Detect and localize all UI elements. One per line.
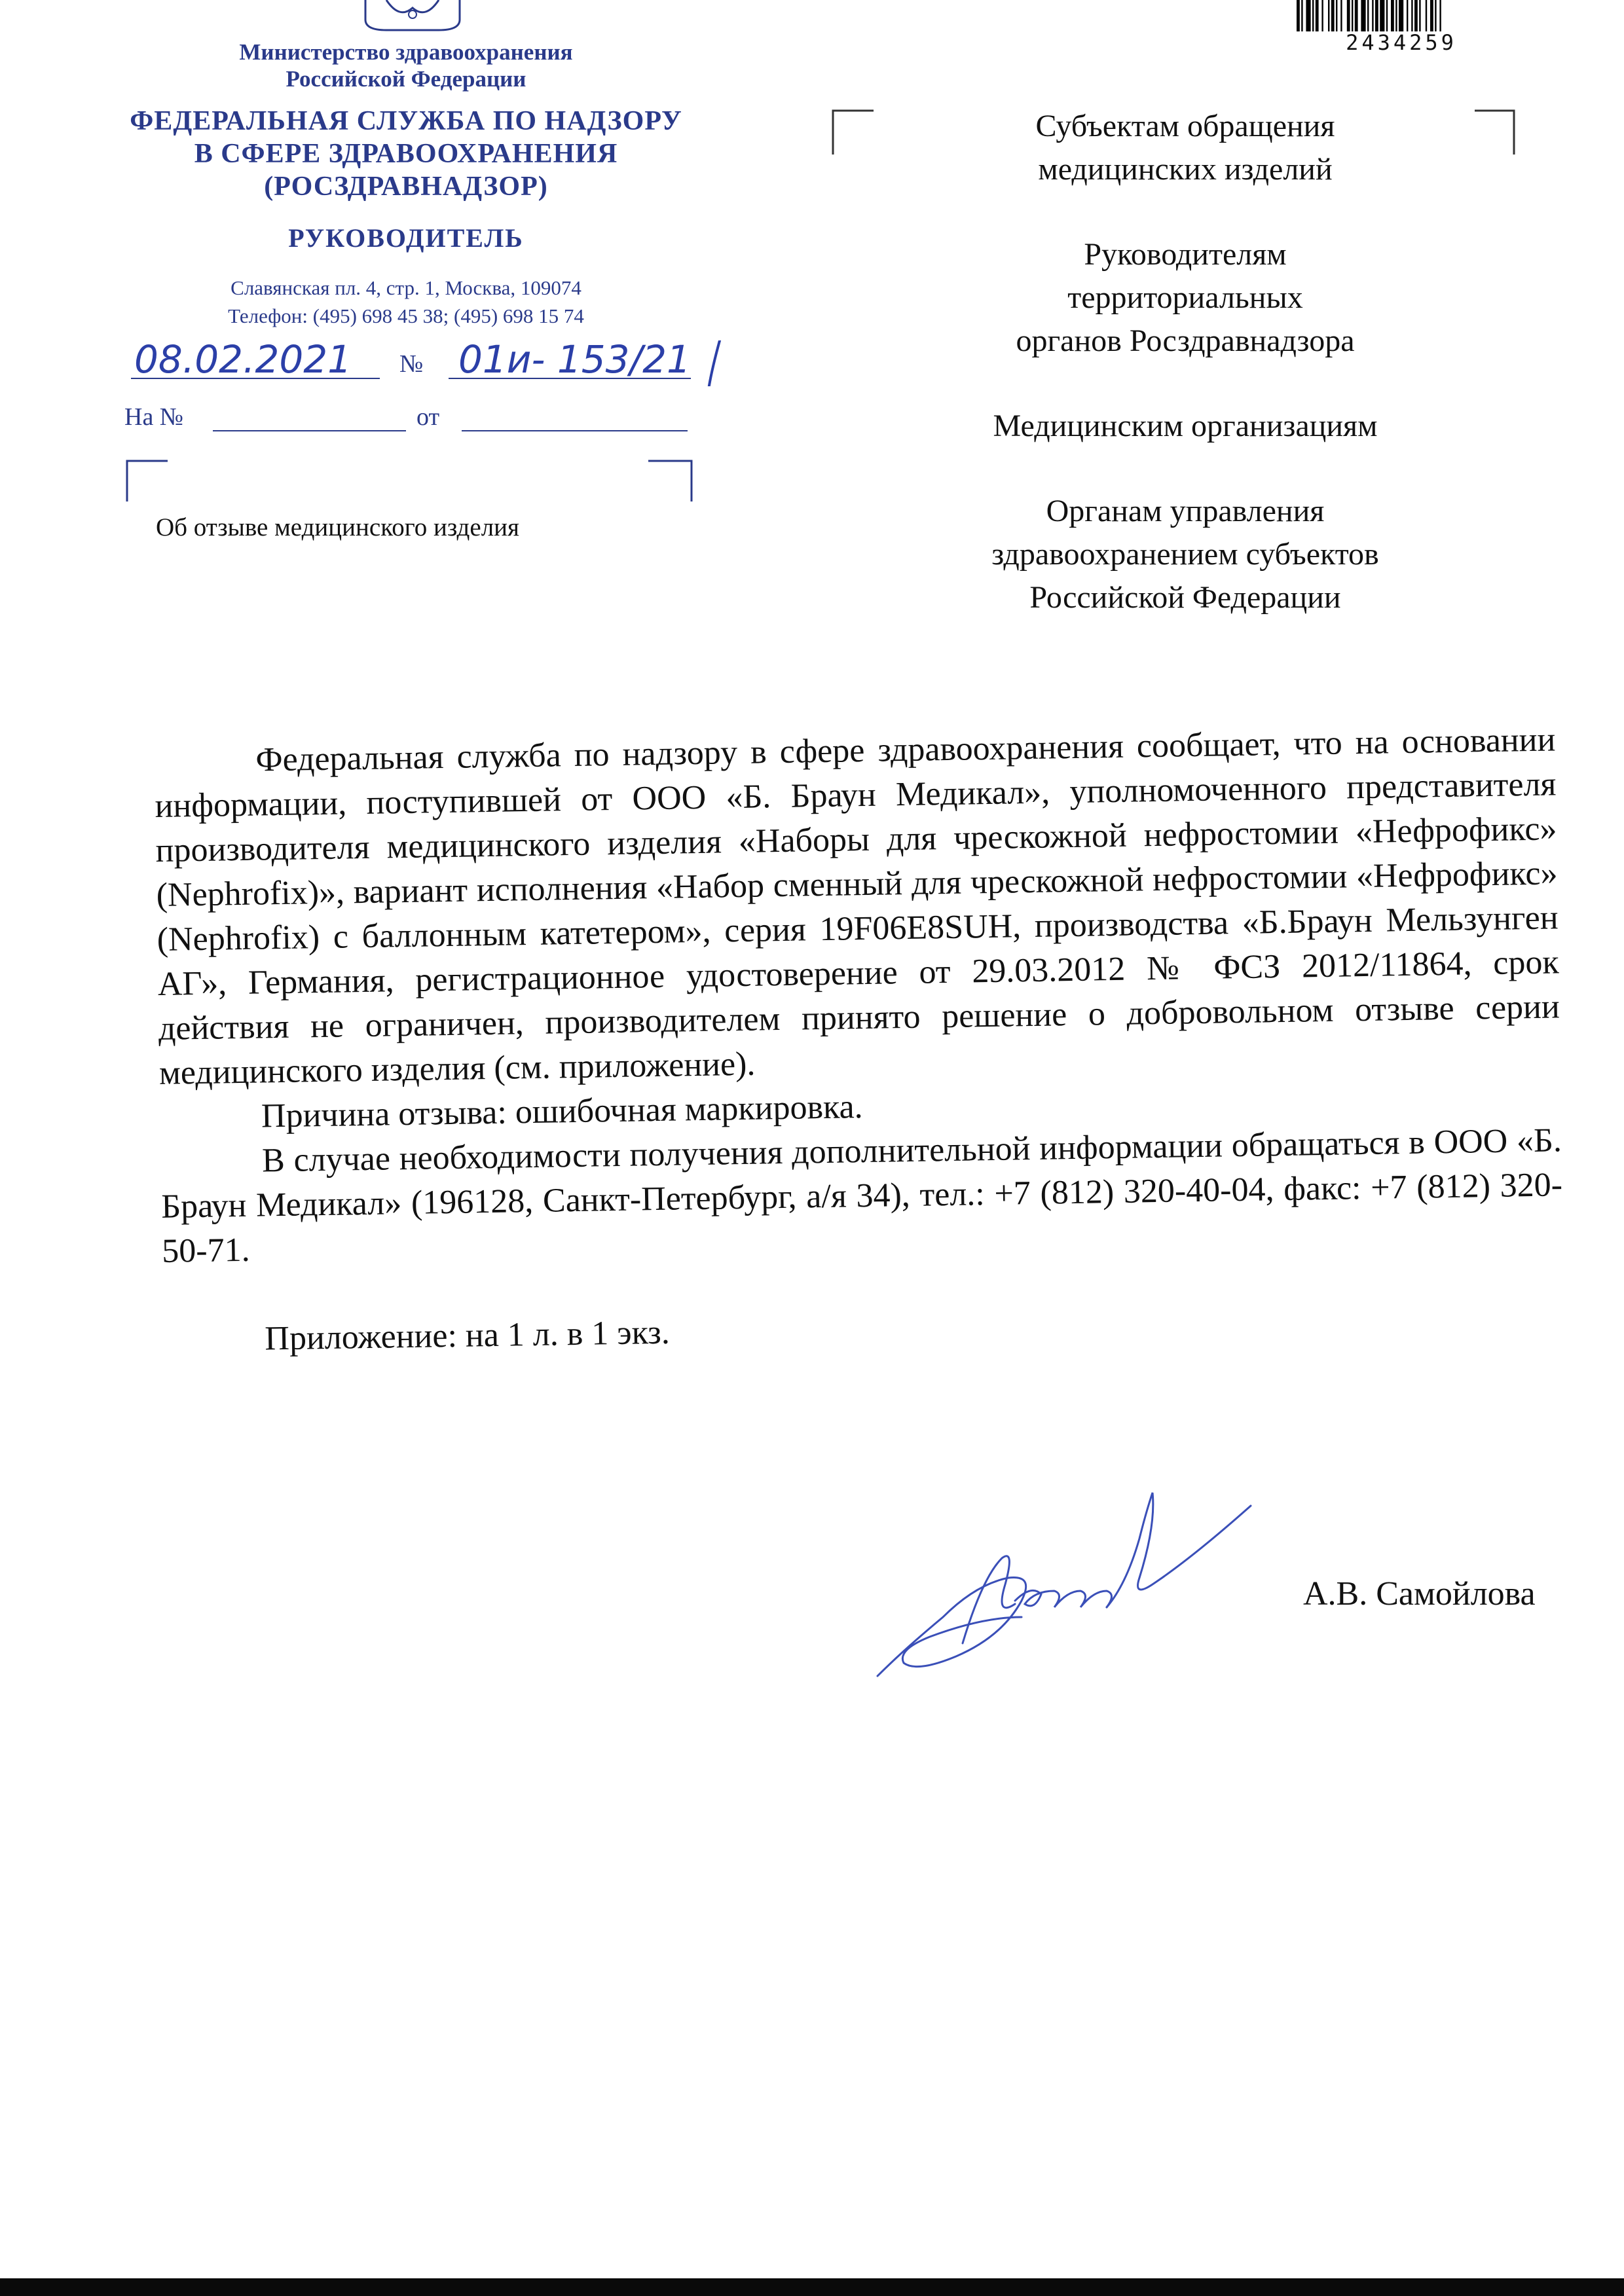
addressee-group xyxy=(917,233,1454,363)
addressee-line: Руководителям xyxy=(1084,237,1287,272)
ministry-name-line-1: Министерство здравоохранения xyxy=(239,39,573,65)
address-line: Славянская пл. 4, стр. 1, Москва, 109074 xyxy=(231,276,581,299)
appendix-note: Приложение: на 1 л. в 1 экз. xyxy=(264,1313,671,1358)
addressee-line: медицинских изделий xyxy=(1038,152,1333,187)
ministry-name-line-2: Российской Федерации xyxy=(286,66,526,92)
reply-to-label: На № xyxy=(124,403,184,431)
body-paragraph-main: Федеральная служба по надзору в сфере здравоохранения сообщает, что на основании информации, поступившей от ООО «Б. Браун Медикал», уполномоченного представителя производителя медицинского изделия «Наборы для чрескожной нефростомии «Нефрофикс» (Nephrofix)», вариант исполнения «Набор сменный для чрескожной нефростомии «Нефрофикс» (Nephrofix) с баллонным катетером», серия 19F06E8SUH, производства «Б.Браун Мельзунген АГ», Германия, регистрационное удостоверение от 29.03.2012 № ФСЗ 2012/11864, срок действия не ограничен, производителем принято решение о добровольном отзыве серии медицинского изделия (см. приложение). xyxy=(155,721,1560,1092)
addressee-group xyxy=(917,105,1454,191)
barcode xyxy=(1295,0,1496,31)
position-title: РУКОВОДИТЕЛЬ xyxy=(288,223,524,253)
document-subject: Об отзыве медицинского изделия xyxy=(156,513,519,541)
addressee-line: Субъектам обращения xyxy=(1035,109,1335,143)
barcode-number: 2434259 xyxy=(1346,30,1457,55)
addressee-line: органов Росздравнадзора xyxy=(1016,323,1355,358)
addressee-line: Органам управления xyxy=(1046,494,1325,528)
agency-name-line-1: ФЕДЕРАЛЬНАЯ СЛУЖБА ПО НАДЗОРУ xyxy=(130,106,682,136)
registration-number-label: № xyxy=(399,350,424,378)
letter-body xyxy=(154,718,1565,1362)
subject-corner-brackets xyxy=(124,458,694,504)
agency-name-line-2: В СФЕРЕ ЗДРАВООХРАНЕНИЯ xyxy=(194,139,618,169)
addressee-line: Российской Федерации xyxy=(1029,580,1341,615)
reply-underlines xyxy=(210,424,694,437)
addressee-line: здравоохранением субъектов xyxy=(991,537,1379,572)
addressees-block xyxy=(917,105,1454,661)
addressee-line: территориальных xyxy=(1067,280,1303,315)
handwritten-signature xyxy=(864,1486,1270,1696)
scan-border xyxy=(0,2278,1624,2296)
addressee-group xyxy=(917,405,1454,448)
signer-name: А.В. Самойлова xyxy=(1303,1575,1536,1613)
agency-name-line-3: (РОСЗДРАВНАДЗОР) xyxy=(264,172,548,202)
reply-from-label: от xyxy=(416,403,440,431)
registration-date: 08.02.2021 xyxy=(134,337,352,382)
addressee-group xyxy=(917,490,1454,619)
addressee-line: Медицинским организациям xyxy=(993,409,1378,443)
coat-of-arms-emblem xyxy=(360,0,465,34)
body-paragraph-reason: Причина отзыва: ошибочная маркировка. xyxy=(261,1088,863,1135)
registration-number: 01и- 153/21 xyxy=(458,337,691,382)
phone-line: Телефон: (495) 698 45 38; (495) 698 15 74 xyxy=(228,304,584,327)
body-paragraph-contact: В случае необходимости получения дополнительной информации обращаться в ООО «Б. Браун Медикал» (196128, Санкт-Петербург, а/я 34), тел.: +7 (812) 320-40-04, факс: +7 (812) 320-50-71. xyxy=(160,1121,1563,1270)
